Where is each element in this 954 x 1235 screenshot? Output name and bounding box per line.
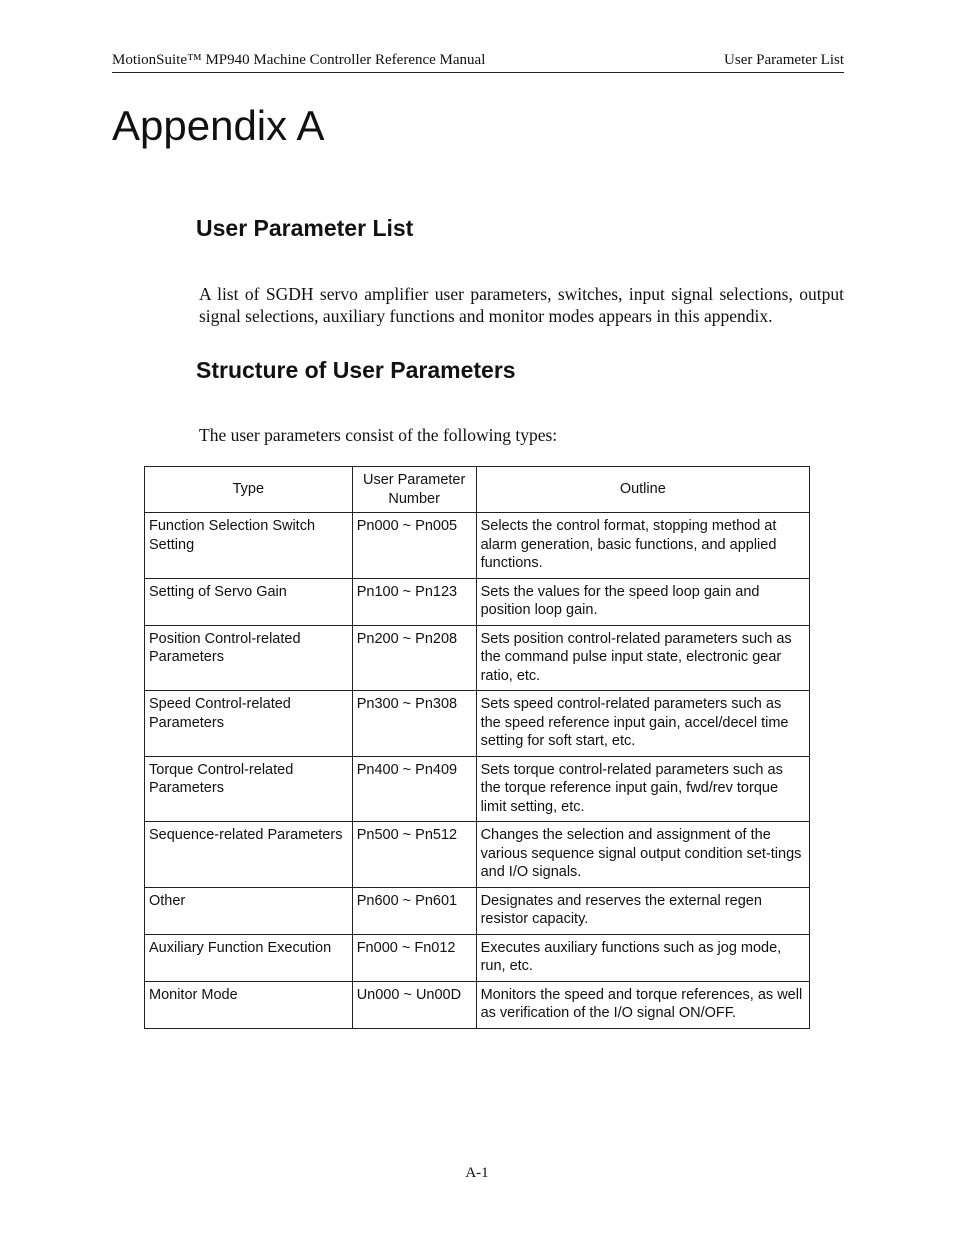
header-parameter-number: User Parameter Number xyxy=(352,467,476,513)
cell-outline: Changes the selection and assignment of the various sequence signal output condition set-tings and I/O signals. xyxy=(476,822,809,888)
cell-type: Other xyxy=(145,887,353,934)
cell-outline: Sets speed control-related parameters such as the speed reference input gain, accel/decel time setting for soft start, etc. xyxy=(476,691,809,757)
table-row xyxy=(145,934,810,981)
cell-outline: Designates and reserves the external regen resistor capacity. xyxy=(476,887,809,934)
table-row xyxy=(145,625,810,691)
table-row xyxy=(145,513,810,579)
parameter-types-table xyxy=(144,466,810,1029)
cell-type: Monitor Mode xyxy=(145,981,353,1028)
cell-outline: Sets torque control-related parameters such as the torque reference input gain, fwd/rev torque limit setting, etc. xyxy=(476,756,809,822)
table-row xyxy=(145,756,810,822)
cell-type: Speed Control-related Parameters xyxy=(145,691,353,757)
table-row xyxy=(145,887,810,934)
cell-outline: Sets the values for the speed loop gain and position loop gain. xyxy=(476,578,809,625)
cell-number: Pn500 ~ Pn512 xyxy=(352,822,476,888)
cell-type: Function Selection Switch Setting xyxy=(145,513,353,579)
cell-outline: Sets position control-related parameters such as the command pulse input state, electronic gear ratio, etc. xyxy=(476,625,809,691)
cell-outline: Monitors the speed and torque references, as well as verification of the I/O signal ON/OFF. xyxy=(476,981,809,1028)
section-title-structure: Structure of User Parameters xyxy=(196,357,516,383)
appendix-title: Appendix A xyxy=(112,102,325,149)
section-title-user-parameter-list: User Parameter List xyxy=(196,215,414,241)
cell-number: Pn200 ~ Pn208 xyxy=(352,625,476,691)
cell-number: Pn300 ~ Pn308 xyxy=(352,691,476,757)
header-manual-title: MotionSuite™ MP940 Machine Controller Reference Manual xyxy=(112,52,486,68)
table-row xyxy=(145,691,810,757)
cell-type: Position Control-related Parameters xyxy=(145,625,353,691)
cell-number: Un000 ~ Un00D xyxy=(352,981,476,1028)
cell-number: Pn600 ~ Pn601 xyxy=(352,887,476,934)
cell-number: Fn000 ~ Fn012 xyxy=(352,934,476,981)
cell-type: Auxiliary Function Execution xyxy=(145,934,353,981)
header-outline: Outline xyxy=(476,467,809,513)
cell-number: Pn100 ~ Pn123 xyxy=(352,578,476,625)
cell-number: Pn000 ~ Pn005 xyxy=(352,513,476,579)
cell-type: Torque Control-related Parameters xyxy=(145,756,353,822)
table-row xyxy=(145,822,810,888)
header-section-title: User Parameter List xyxy=(724,52,844,68)
cell-type: Setting of Servo Gain xyxy=(145,578,353,625)
page-number: A-1 xyxy=(465,1165,489,1181)
cell-type: Sequence-related Parameters xyxy=(145,822,353,888)
cell-number: Pn400 ~ Pn409 xyxy=(352,756,476,822)
cell-outline: Executes auxiliary functions such as jog mode, run, etc. xyxy=(476,934,809,981)
table-row xyxy=(145,981,810,1028)
cell-outline: Selects the control format, stopping method at alarm generation, basic functions, and applied functions. xyxy=(476,513,809,579)
structure-paragraph: The user parameters consist of the following types: xyxy=(199,425,558,445)
intro-paragraph: A list of SGDH servo amplifier user parameters, switches, input signal selections, output signal selections, auxiliary functions and monitor modes appears in this appendix. xyxy=(199,284,844,326)
running-header xyxy=(112,52,844,73)
header-type: Type xyxy=(145,467,353,513)
table-row xyxy=(145,578,810,625)
table-header-row xyxy=(145,467,810,513)
